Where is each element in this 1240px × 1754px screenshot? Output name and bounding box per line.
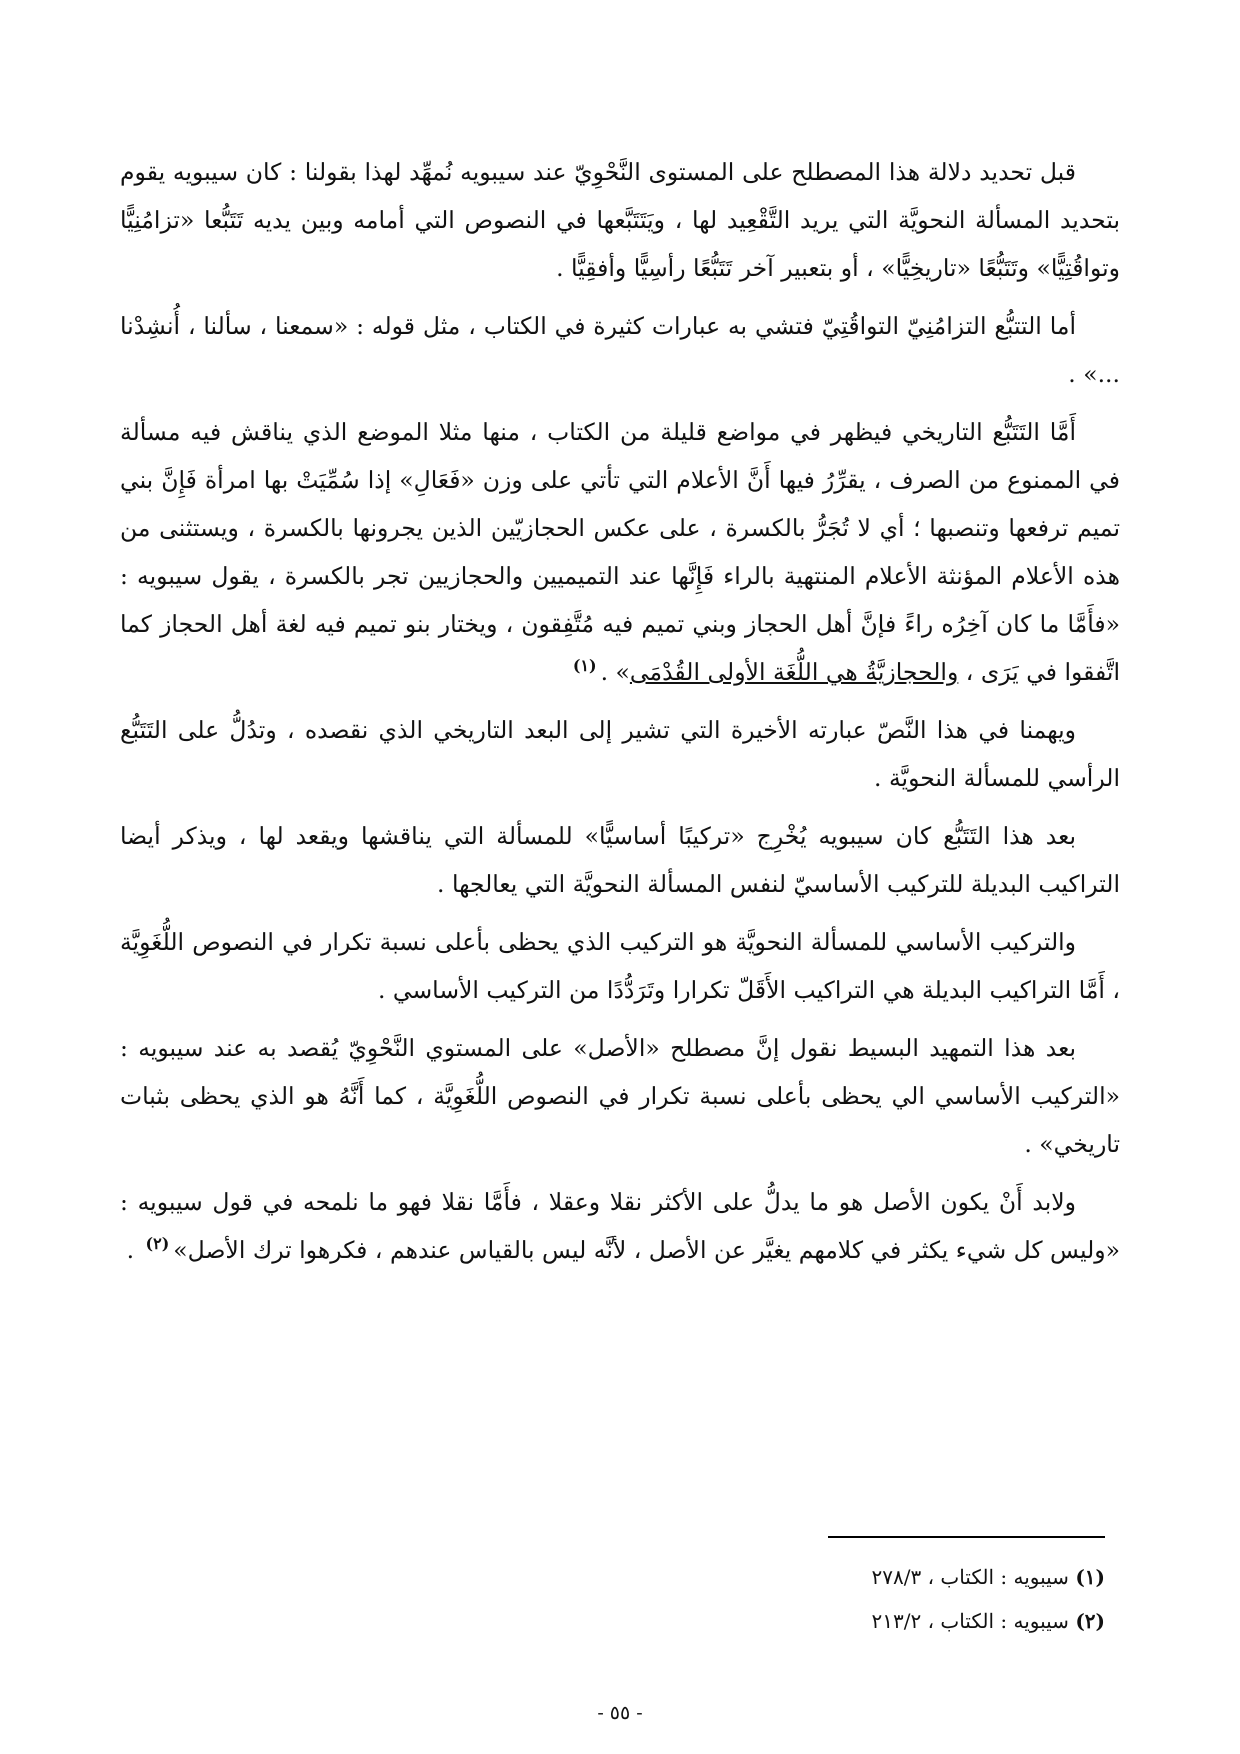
footnote-2-number: (٢)	[1075, 1609, 1105, 1633]
footnote-1-number: (١)	[1075, 1565, 1105, 1589]
paragraph-4: ويهمنا في هذا النَّصّ عبارته الأخيرة التي تشير إلى البعد التاريخي الذي نقصده ، وتدُلُّ على التَتَبُّع الرأسي للمسألة النحويَّة .	[120, 716, 1120, 792]
quote-close: » .	[600, 658, 630, 686]
document-body	[120, 148, 1120, 1284]
footnote-2-text: سيبويه : الكتاب ، ٢١٣/٢	[871, 1609, 1076, 1633]
page-number: - ٥٥ -	[597, 1702, 643, 1724]
footnote-2	[605, 1599, 1105, 1643]
paragraph-7: بعد هذا التمهيد البسيط نقول إنَّ مصطلح «الأصل» على المستوي النَّحْوِيّ يُقصد به عند سيبويه : «التركيب الأساسي الي يحظى بأعلى نسبة تكرار في النصوص اللُّغَوِيَّة ، كما أَنَّهُ هو الذي يحظى بثبات تاريخي» .	[120, 1034, 1120, 1158]
footnote-1	[605, 1555, 1105, 1599]
paragraph-8-end: .	[126, 1236, 142, 1264]
footnotes	[605, 1555, 1105, 1643]
footnote-1-text: سيبويه : الكتاب ، ٢٧٨/٣	[871, 1565, 1076, 1589]
footnote-ref-2[interactable]: (٢)	[145, 1234, 170, 1254]
paragraph-6: والتركيب الأساسي للمسألة النحويَّة هو التركيب الذي يحظى بأعلى نسبة تكرار في النصوص اللُّغَوِيَّة ، أَمَّا التراكيب البديلة هي التراكيب الأَقَلّ تكرارا وتَرَدُّدًا من التركيب الأساسي .	[120, 928, 1120, 1004]
paragraph-2: أما التتبُّع التزامُنِيّ التواقُتِيّ فتشي به عبارات كثيرة في الكتاب ، مثل قوله : «سمعنا ، سألنا ، أُنشِدْنا ...» .	[120, 312, 1120, 388]
footnote-divider	[828, 1536, 1105, 1538]
paragraph-3	[120, 408, 1120, 696]
paragraph-3-text: أَمَّا التَتَبُّع التاريخي فيظهر في مواضع قليلة من الكتاب ، منها مثلا الموضع الذي يناقش فيه مسألة في الممنوع من الصرف ، يقرِّرُ فيها أَنَّ الأعلام التي تأتي على وزن «فَعَالِ» إذا سُمِّيَتْ بها امرأة فَإِنَّ بني تميم ترفعها وتنصبها ؛ أي لا تُجَرُّ بالكسرة ، على عكس الحجازيّين الذين يجرونها بالكسرة ، ويستثنى من هذه الأعلام المؤنثة الأعلام المنتهية بالراء فَإِنَّها عند التميميين والحجازيين تجر بالكسرة ، يقول سيبويه : «فأَمَّا ما كان آخِرُه راءً فإنَّ أهل الحجاز وبني تميم فيه مُتَّفِقون ، ويختار بنو تميم فيه لغة أهل الحجاز كما اتَّفقوا في يَرَى ،	[120, 418, 1120, 686]
paragraph-5: بعد هذا التَتَبُّع كان سيبويه يُخْرِج «تركيبًا أساسيًّا» للمسألة التي يناقشها ويقعد لها ، ويذكر أيضا التراكيب البديلة للتركيب الأساسيّ لنفس المسألة النحويَّة التي يعالجها .	[120, 822, 1120, 898]
paragraph-8	[120, 1178, 1120, 1274]
paragraph-1: قبل تحديد دلالة هذا المصطلح على المستوى النَّحْوِيّ عند سيبويه نُمهِّد لهذا بقولنا : كان سيبويه يقوم بتحديد المسألة النحويَّة التي يريد التَّقْعِيد لها ، ويَتَتَبَّعها في النصوص التي أمامه وبين يديه تَتَبُّعا «تزامُنِيًّا وتواقُتِيًّا» وتَتَبُّعًا «تاريخِيًّا» ، أو بتعبير آخر تَتَبُّعًا رأسِيًّا وأفقِيًّا .	[120, 158, 1120, 282]
underlined-quote: والحجازيَّةُ هي اللُّغَة الأولى القُدْمَى	[629, 658, 959, 686]
paragraph-8-text: ولابد أَنْ يكون الأصل هو ما يدلُّ على الأكثر نقلا وعقلا ، فأَمَّا نقلا فهو ما نلمحه في قول سيبويه : «وليس كل شيء يكثر في كلامهم يغيَّر عن الأصل ، لأنَّه ليس بالقياس عندهم ، فكرهوا ترك الأصل»	[120, 1188, 1120, 1264]
footnote-ref-1[interactable]: (١)	[572, 656, 597, 676]
